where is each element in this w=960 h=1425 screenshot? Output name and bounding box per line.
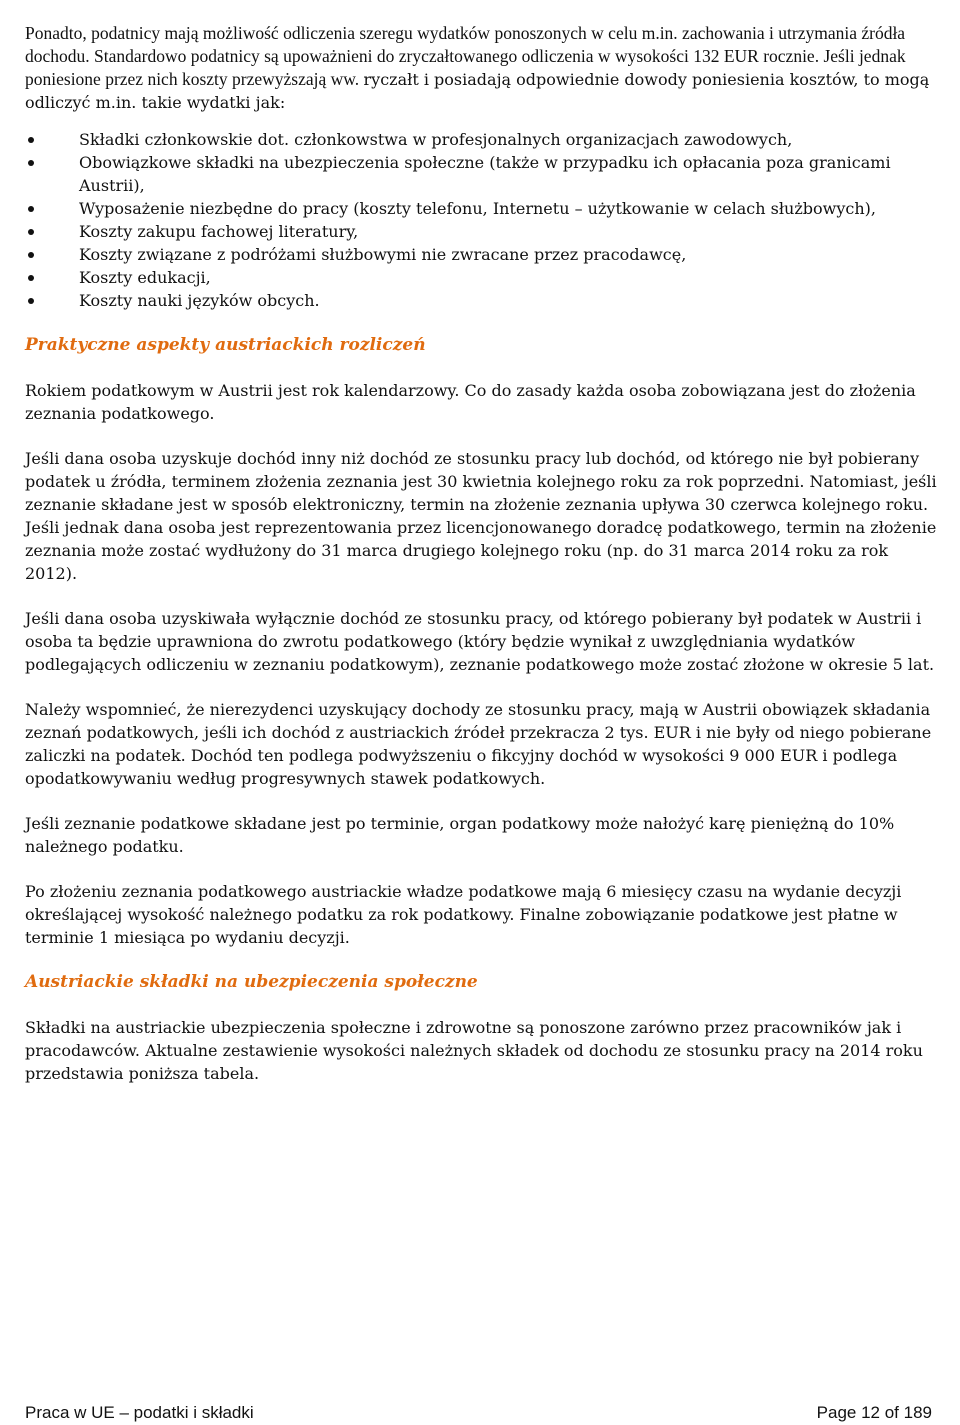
- paragraph-tax-year: Rokiem podatkowym w Austrii jest rok kalendarzowy. Co do zasady każda osoba zobowiązana jest do złożenia zeznania podatkowego.: [25, 381, 916, 423]
- page-footer: [25, 1403, 932, 1423]
- list-item: [25, 151, 940, 197]
- paragraph-nonresidents: Należy wspomnieć, że nierezydenci uzyskujący dochody ze stosunku pracy, mają w Austrii obowiązek składania zeznań podatkowych, jeśli ich dochód z austriackich źródeł przekracza 2 tys. EUR i nie były od niego pobierane zaliczki na podatek. Dochód ten podlega podwyższeniu o fikcyjny dochód w wysokości 9 000 EUR i podlega opodatkowywaniu według progresywnych stawek podatkowych.: [25, 700, 932, 788]
- list-item-text: Koszty zakupu fachowej literatury,: [79, 222, 359, 241]
- list-item-text: Koszty związane z podróżami służbowymi nie zwracane przez pracodawcę,: [79, 245, 687, 264]
- section-heading-social-insurance: Austriackie składki na ubezpieczenia społeczne: [25, 972, 478, 992]
- bullet-icon: [28, 229, 34, 235]
- bullet-icon: [28, 252, 34, 258]
- paragraph-decision: Po złożeniu zeznania podatkowego austriackie władze podatkowe mają 6 miesięcy czasu na wydanie decyzji określającej wysokość należnego podatku za rok podatkowy. Finalne zobowiązanie podatkowe jest płatne w terminie 1 miesiąca po wydaniu decyzji.: [25, 882, 902, 947]
- footer-document-title: Praca w UE – podatki i składki: [25, 1403, 254, 1422]
- bullet-icon: [28, 160, 34, 166]
- expenses-list: [25, 128, 940, 312]
- bullet-icon: [28, 206, 34, 212]
- section-heading-practical-aspects: Praktyczne aspekty austriackich rozliczeń: [25, 335, 426, 355]
- footer-page-number: Page 12 of 189: [816, 1403, 932, 1422]
- document-page: [25, 22, 940, 1107]
- bullet-icon: [28, 298, 34, 304]
- paragraph-refund: Jeśli dana osoba uzyskiwała wyłącznie dochód ze stosunku pracy, od którego pobierany był podatek w Austrii i osoba ta będzie uprawniona do zwrotu podatkowego (który będzie wynikał z uwzględniania wydatków podlegających odliczeniu w zeznaniu podatkowym), zeznanie podatkowego może zostać złożone w okresie 5 lat.: [25, 609, 935, 674]
- bullet-icon: [28, 137, 34, 143]
- list-item-text: Obowiązkowe składki na ubezpieczenia społeczne (także w przypadku ich opłacania poza granicami Austrii),: [79, 153, 891, 195]
- list-item-text: Składki członkowskie dot. członkowstwa w profesjonalnych organizacjach zawodowych,: [79, 130, 793, 149]
- intro-text-part1: Ponadto, podatnicy mają możliwość odliczenia szeregu wydatków ponoszonych w celu m.in. zachowania i utrzymania źródła dochodu. Standardowo podatnicy są upoważnieni do zryczałtowanego odliczenia w wysokości 132 EUR rocznie. Jeśli jednak poniesione przez nich koszty przewyższają ww.: [25, 23, 906, 89]
- intro-text-part2: ryczałt i posiadają odpowiednie dowody poniesienia kosztów, to mogą odliczyć m.in. takie wydatki jak:: [25, 70, 930, 112]
- list-item: [25, 220, 940, 243]
- paragraph-late-filing: Jeśli zeznanie podatkowe składane jest po terminie, organ podatkowy może nałożyć karę pieniężną do 10% należnego podatku.: [25, 814, 895, 856]
- list-item: [25, 128, 940, 151]
- paragraph-social-insurance: Składki na austriackie ubezpieczenia społeczne i zdrowotne są ponoszone zarówno przez pracowników jak i pracodawców. Aktualne zestawienie wysokości należnych składek od dochodu ze stosunku pracy na 2014 roku przedstawia poniższa tabela.: [25, 1018, 923, 1083]
- list-item-text: Koszty edukacji,: [79, 268, 211, 287]
- list-item: [25, 243, 940, 266]
- list-item: [25, 289, 940, 312]
- list-item: [25, 266, 940, 289]
- list-item-text: Wyposażenie niezbędne do pracy (koszty telefonu, Internetu – użytkowanie w celach służbowych),: [79, 199, 876, 218]
- paragraph-deadlines: Jeśli dana osoba uzyskuje dochód inny niż dochód ze stosunku pracy lub dochód, od którego nie był pobierany podatek u źródła, terminem złożenia zeznania jest 30 kwietnia kolejnego roku za rok poprzedni. Natomiast, jeśli zeznanie składane jest w sposób elektroniczny, termin na złożenie zeznania upływa 30 czerwca kolejnego roku. Jeśli jednak dana osoba jest reprezentowania przez licencjonowanego doradcę podatkowego, termin na złożenie zeznania może zostać wydłużony do 31 marca drugiego kolejnego roku (np. do 31 marca 2014 roku za rok 2012).: [25, 449, 937, 583]
- intro-paragraph: [25, 22, 940, 114]
- list-item: [25, 197, 940, 220]
- bullet-icon: [28, 275, 34, 281]
- list-item-text: Koszty nauki języków obcych.: [79, 291, 320, 310]
